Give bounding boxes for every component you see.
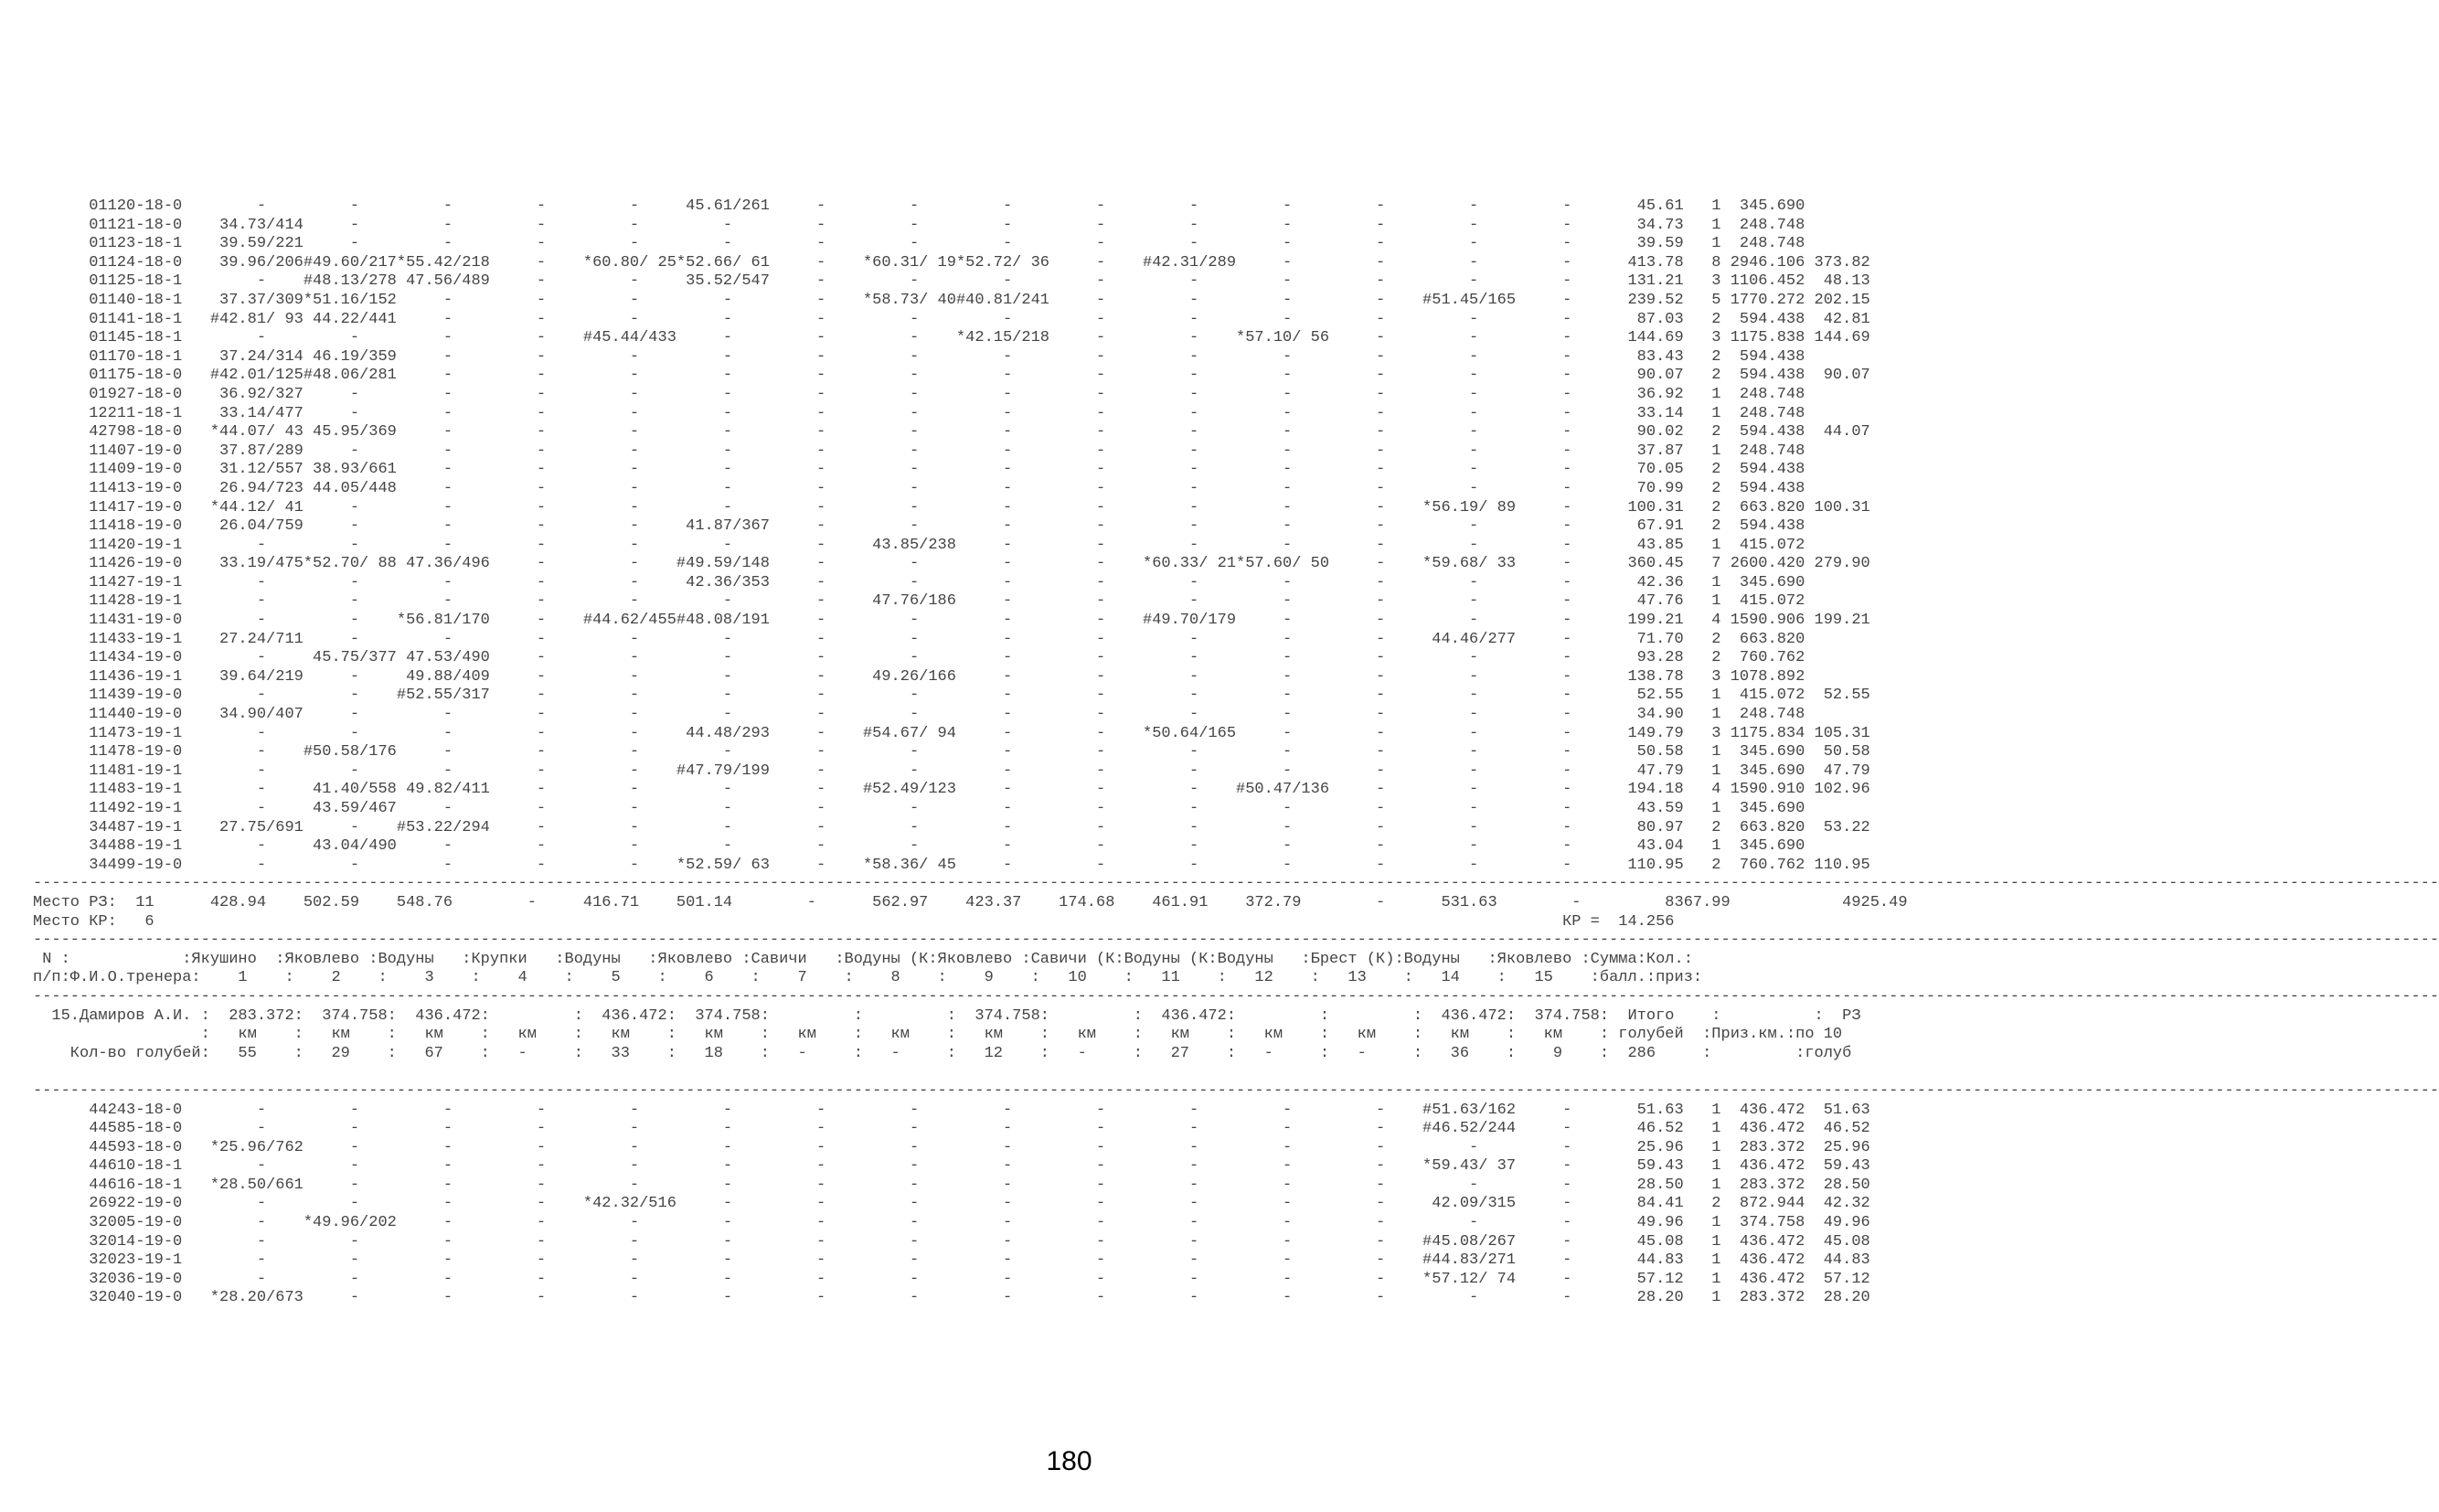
pigeon-result-row: 01145-18-1 - - - - #45.44/433 - - - *42.15/218 - - *57.10/ 56 - - - 144.69 3 1175.838 144.69 <box>33 329 1870 347</box>
pigeon-result-row: 44585-18-0 - - - - - - - - - - - - - #46.52/244 - 46.52 1 436.472 46.52 <box>33 1120 1870 1138</box>
pigeon-result-row: 32036-19-0 - - - - - - - - - - - - - *57.12/ 74 - 57.12 1 436.472 57.12 <box>33 1270 1870 1288</box>
pigeon-result-row: 32040-19-0 *28.20/673 - - - - - - - - - - - - - - 28.20 1 283.372 28.20 <box>33 1289 1870 1307</box>
pigeon-result-row: 11473-19-1 - - - - - 44.48/293 - #54.67/ 94 - - *50.64/165 - - - - 149.79 3 1175.834 105.31 <box>33 724 1870 742</box>
pigeon-result-row: 11436-19-1 39.64/219 - 49.88/409 - - - - 49.26/166 - - - - - - - 138.78 3 1078.892 <box>33 667 1805 686</box>
pigeon-result-row: 32014-19-0 - - - - - - - - - - - - - #45.08/267 - 45.08 1 436.472 45.08 <box>33 1232 1870 1251</box>
pigeon-result-row: 01140-18-1 37.37/309*51.16/152 - - - - - *58.73/ 40#40.81/241 - - - - #51.45/165 - 239.52 5 1770.272 202.15 <box>33 291 1870 309</box>
pigeon-result-row: 34487-19-1 27.75/691 - #53.22/294 - - - - - - - - - - - - 80.97 2 663.820 53.22 <box>33 818 1870 836</box>
pigeon-result-row: 32023-19-1 - - - - - - - - - - - - - #44.83/271 - 44.83 1 436.472 44.83 <box>33 1251 1870 1270</box>
pigeon-result-row: 11483-19-1 - 41.40/558 49.82/411 - - - - #52.49/123 - - - #50.47/136 - - - 194.18 4 1590.910 102.96 <box>33 781 1870 799</box>
pigeon-result-row: 11418-19-0 26.04/759 - - - - 41.87/367 - - - - - - - - - 67.91 2 594.438 <box>33 517 1805 536</box>
pigeon-result-row: 11428-19-1 - - - - - - - 47.76/186 - - - - - - - 47.76 1 415.072 <box>33 592 1805 611</box>
trainer-line-distances: 15.Дамиров А.И. : 283.372: 374.758: 436.472: : 436.472: 374.758: : : 374.758: : 436.472: : : 436.472: 374.758: Итого : : РЗ <box>33 1006 1861 1025</box>
pigeon-result-row: 11417-19-0 *44.12/ 41 - - - - - - - - - - - - *56.19/ 89 - 100.31 2 663.820 100.31 <box>33 498 1870 516</box>
pigeon-result-row: 11434-19-0 - 45.75/377 47.53/490 - - - - - - - - - - - - 93.28 2 760.762 <box>33 649 1805 667</box>
pigeon-result-row: 42798-18-0 *44.07/ 43 45.95/369 - - - - - - - - - - - - - 90.02 2 594.438 44.07 <box>33 423 1870 442</box>
pigeon-result-row: 11409-19-0 31.12/557 38.93/661 - - - - - - - - - - - - - 70.05 2 594.438 <box>33 461 1805 479</box>
pigeon-result-row: 12211-18-1 33.14/477 - - - - - - - - - - - - - - 33.14 1 248.748 <box>33 404 1805 422</box>
pigeon-result-row: 11478-19-0 - #50.58/176 - - - - - - - - - - - - - 50.58 1 345.690 50.58 <box>33 743 1870 761</box>
pigeon-result-row: 11439-19-0 - - #52.55/317 - - - - - - - - - - - - 52.55 1 415.072 52.55 <box>33 687 1870 705</box>
pigeon-result-row: 11431-19-0 - - *56.81/170 - #44.62/455#48.08/191 - - - - #49.70/179 - - - - 199.21 4 1590.906 199.21 <box>33 612 1870 630</box>
header-line-numbers: п/п:Ф.И.О.тренера: 1 : 2 : 3 : 4 : 5 : 6 : 7 : 8 : 9 : 10 : 11 : 12 : 13 : 14 : 15 :балл.:приз: <box>33 969 1703 987</box>
pigeon-result-row: 01170-18-1 37.24/314 46.19/359 - - - - - - - - - - - - - 83.43 2 594.438 <box>33 347 1805 366</box>
separator-line: ------------------------------------------------------------------------------------------------------------------------------------------------------------------------------------------------------------------------------------------------------------------ <box>33 932 2439 950</box>
pigeon-result-row: 11427-19-1 - - - - - 42.36/353 - - - - - - - - - 42.36 1 345.690 <box>33 573 1805 591</box>
pigeon-result-row: 34499-19-0 - - - - - *52.59/ 63 - *58.36/ 45 - - - - - - - 110.95 2 760.762 110.95 <box>33 856 1870 874</box>
pigeon-result-row: 11420-19-1 - - - - - - - 43.85/238 - - - - - - - 43.85 1 415.072 <box>33 536 1805 554</box>
separator-line: ------------------------------------------------------------------------------------------------------------------------------------------------------------------------------------------------------------------------------------------------------------------ <box>33 875 2439 893</box>
trainer-line-pigeon-counts: Кол-во голубей: 55 : 29 : 67 : - : 33 : 18 : - : - : 12 : - : 27 : - : - : 36 : 9 : 286 : :голуб <box>33 1044 1852 1062</box>
pigeon-result-row: 11413-19-0 26.94/723 44.05/448 - - - - - - - - - - - - - 70.99 2 594.438 <box>33 479 1805 497</box>
pigeon-result-row: 44593-18-0 *25.96/762 - - - - - - - - - - - - - - 25.96 1 283.372 25.96 <box>33 1138 1870 1156</box>
header-line-races: N : :Якушино :Яковлево :Водуны :Крупки :Водуны :Яковлево :Савичи :Водуны (К:Яковлево :Савичи (К:Водуны (К:Водуны :Брест (К):Водуны :Яковлево :Сумма:Кол.: <box>33 950 1693 968</box>
pigeon-result-row: 11433-19-1 27.24/711 - - - - - - - - - - - - 44.46/277 - 71.70 2 663.820 <box>33 630 1805 648</box>
summary-line-rz: Место РЗ: 11 428.94 502.59 548.76 - 416.71 501.14 - 562.97 423.37 174.68 461.91 372.79 - 531.63 - 8367.99 4925.49 <box>33 893 1908 911</box>
pigeon-result-row: 11440-19-0 34.90/407 - - - - - - - - - - - - - - 34.90 1 248.748 <box>33 706 1805 724</box>
pigeon-result-row: 01141-18-1 #42.81/ 93 44.22/441 - - - - - - - - - - - - - 87.03 2 594.438 42.81 <box>33 310 1870 328</box>
summary-line-kr: Место КР: 6 КР = 14.256 <box>33 912 1675 931</box>
separator-line: ------------------------------------------------------------------------------------------------------------------------------------------------------------------------------------------------------------------------------------------------------------------ <box>33 1081 2439 1100</box>
pigeon-result-row: 11481-19-1 - - - - - #47.79/199 - - - - - - - - - 47.79 1 345.690 47.79 <box>33 761 1870 780</box>
pigeon-result-row: 01175-18-0 #42.01/125#48.06/281 - - - - - - - - - - - - - 90.07 2 594.438 90.07 <box>33 367 1870 385</box>
pigeon-result-row: 32005-19-0 - *49.96/202 - - - - - - - - - - - - - 49.96 1 374.758 49.96 <box>33 1214 1870 1232</box>
pigeon-result-row: 01123-18-1 39.59/221 - - - - - - - - - - - - - - 39.59 1 248.748 <box>33 235 1805 253</box>
pigeon-results-table-top <box>33 197 2439 875</box>
pigeon-result-row: 11426-19-0 33.19/475*52.70/ 88 47.36/496 - - #49.59/148 - - - - *60.33/ 21*57.60/ 50 - *59.68/ 33 - 360.45 7 2600.420 279.90 <box>33 555 1870 573</box>
pigeon-result-row: 44610-18-1 - - - - - - - - - - - - - *59.43/ 37 - 59.43 1 436.472 59.43 <box>33 1157 1870 1176</box>
pigeon-result-row: 11407-19-0 37.87/289 - - - - - - - - - - - - - - 37.87 1 248.748 <box>33 442 1805 460</box>
trainer-line-units: : км : км : км : км : км : км : км : км : км : км : км : км : км : км : км : голубей :Приз.км.:по 10 <box>33 1026 1843 1044</box>
pigeon-result-row: 01121-18-0 34.73/414 - - - - - - - - - - - - - - 34.73 1 248.748 <box>33 216 1805 234</box>
pigeon-results-table-bottom <box>33 1102 2439 1309</box>
blank-line <box>33 1063 2439 1082</box>
separator-line: ------------------------------------------------------------------------------------------------------------------------------------------------------------------------------------------------------------------------------------------------------------------ <box>33 987 2439 1006</box>
pigeon-result-row: 01124-18-0 39.96/206#49.60/217*55.42/218 - *60.80/ 25*52.66/ 61 - *60.31/ 19*52.72/ 36 - #42.31/289 - - - - 413.78 8 2946.106 373.82 <box>33 253 1870 272</box>
pigeon-result-row: 34488-19-1 - 43.04/490 - - - - - - - - - - - - - 43.04 1 345.690 <box>33 837 1805 856</box>
pigeon-result-row: 01125-18-1 - #48.13/278 47.56/489 - - 35.52/547 - - - - - - - - - 131.21 3 1106.452 48.13 <box>33 272 1870 291</box>
pigeon-result-row: 44616-18-1 *28.50/661 - - - - - - - - - - - - - - 28.50 1 283.372 28.50 <box>33 1176 1870 1194</box>
page-number: 180 <box>1046 1446 1092 1476</box>
pigeon-race-results-sheet <box>33 197 2439 1308</box>
pigeon-result-row: 01120-18-0 - - - - - 45.61/261 - - - - - - - - - 45.61 1 345.690 <box>33 197 1805 215</box>
pigeon-result-row: 26922-19-0 - - - - *42.32/516 - - - - - - - - 42.09/315 - 84.41 2 872.944 42.32 <box>33 1195 1870 1213</box>
pigeon-result-row: 11492-19-1 - 43.59/467 - - - - - - - - - - - - - 43.59 1 345.690 <box>33 800 1805 817</box>
pigeon-result-row: 01927-18-0 36.92/327 - - - - - - - - - - - - - - 36.92 1 248.748 <box>33 385 1805 403</box>
pigeon-result-row: 44243-18-0 - - - - - - - - - - - - - #51.63/162 - 51.63 1 436.472 51.63 <box>33 1101 1870 1119</box>
